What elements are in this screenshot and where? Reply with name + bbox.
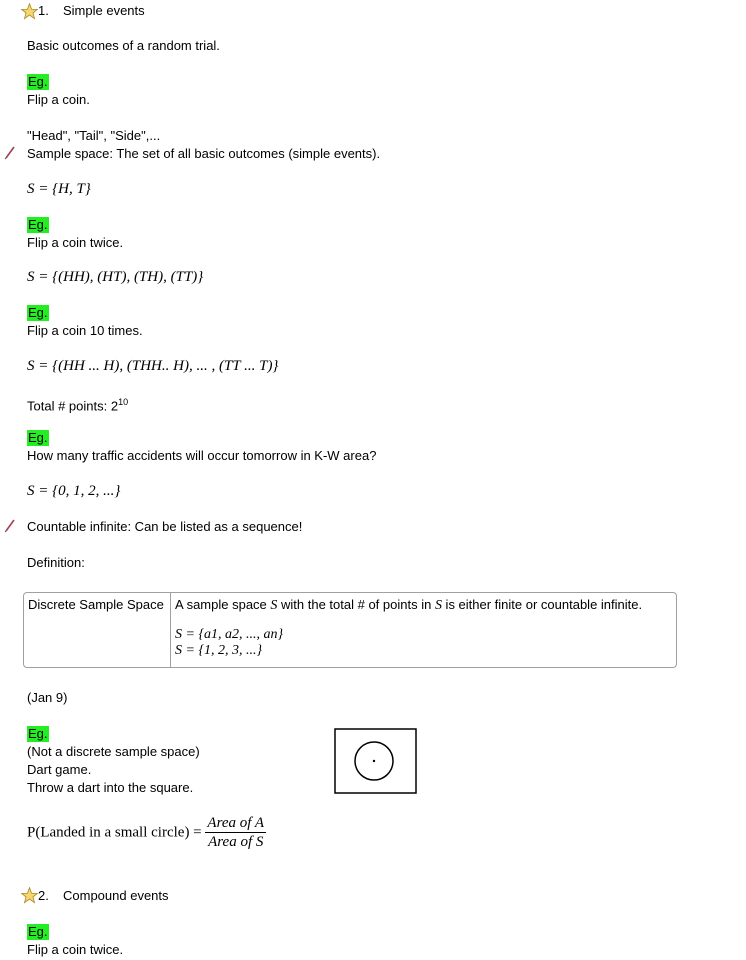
definition-desc-symbol: S [434,598,442,613]
probability-fraction [205,814,266,851]
traffic-text: How many traffic accidents will occur tomorrow in K-W area? [27,448,377,463]
dart-game: Dart game. [27,762,92,777]
star-icon [21,3,38,20]
section-2-title: Compound events [63,888,169,903]
eg-label: Eg. [28,74,48,89]
definition-label: Definition: [27,555,85,570]
sample-space-definition: Sample space: The set of all basic outcomes (simple events). [27,146,381,161]
probability-formula [27,814,266,851]
coin-sample-space: S = {H, T} [27,181,91,197]
section-1-number: 1. [38,3,49,18]
definition-example-1: S = {a1, a2, ..., an} [175,627,284,642]
probability-lhs: P(Landed in a small circle) = [27,824,202,841]
total-points-exponent: 10 [118,397,129,407]
date-note: (Jan 9) [27,690,68,705]
section-1-intro: Basic outcomes of a random trial. [27,38,220,53]
pen-icon [4,519,16,533]
dart-dot [373,760,375,762]
definition-desc-part: with the total # of points in [277,597,435,612]
coin-twice-text: Flip a coin twice. [27,235,124,250]
eg-label: Eg. [28,430,48,445]
definition-desc-symbol: S [270,598,278,613]
dart-throw: Throw a dart into the square. [27,780,194,795]
definition-desc-part: A sample space [175,597,271,612]
coin-10-text: Flip a coin 10 times. [27,323,143,338]
definition-description [171,593,676,667]
total-points [27,394,128,414]
eg-label: Eg. [28,924,48,939]
fraction-numerator: Area of A [207,815,265,831]
countable-infinite-note: Countable infinite: Can be listed as a sequence! [27,519,303,534]
section-1-title: Simple events [63,3,145,18]
coin-text: Flip a coin. [27,92,90,107]
eg-label: Eg. [28,217,48,232]
square-region [335,729,416,793]
eg-label: Eg. [28,305,48,320]
coin-twice-sample-space: S = {(HH), (HT), (TH), (TT)} [27,269,204,285]
dartboard-diagram [334,728,417,794]
definition-term: Discrete Sample Space [24,593,171,667]
total-points-label: Total # points: 2 [27,398,119,414]
section-2-text: Flip a coin twice. [27,942,124,957]
coin-outcomes: "Head", "Tail", "Side",... [27,128,161,143]
section-2-number: 2. [38,888,49,903]
eg-label: Eg. [28,726,48,741]
coin-10-sample-space: S = {(HH ... H), (THH.. H), ... , (TT ... T)} [27,358,279,374]
pen-icon [4,146,16,160]
star-icon [21,887,38,904]
definition-desc-part: is either finite or countable infinite. [441,597,643,612]
fraction-denominator: Area of S [208,834,264,850]
traffic-sample-space: S = {0, 1, 2, ...} [27,483,121,499]
definition-example-2: S = {1, 2, 3, ...} [175,643,263,658]
dart-not-discrete: (Not a discrete sample space) [27,744,200,759]
definition-table [23,592,677,668]
